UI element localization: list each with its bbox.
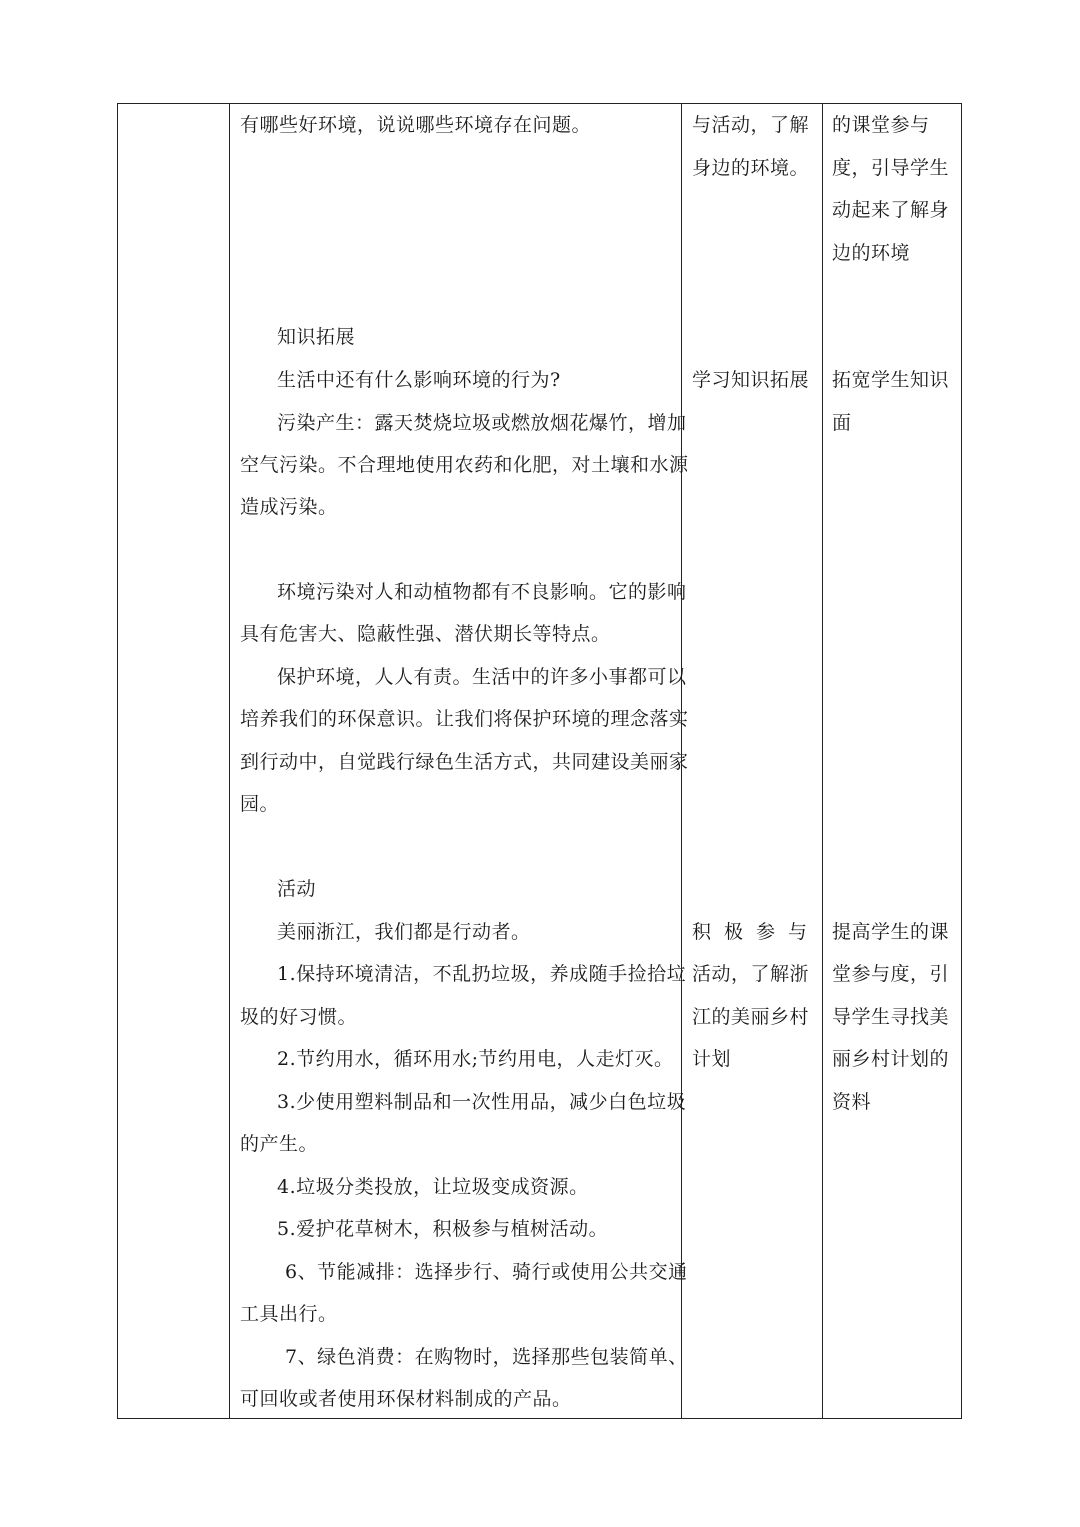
list-item: 3.少使用塑料制品和一次性用品，减少白色垃圾 [277, 1091, 687, 1113]
activity-line: 与活动，了解 [692, 114, 810, 136]
activity-line: 积极参与 [692, 921, 821, 943]
content-line: 到行动中，自觉践行绿色生活方式，共同建设美丽家 [240, 751, 689, 773]
content-line: 美丽浙江，我们都是行动者。 [277, 921, 531, 943]
section-heading: 知识拓展 [277, 326, 356, 348]
intent-line: 度，引导学生 [832, 157, 950, 179]
intent-line: 的课堂参与 [832, 114, 930, 136]
list-item: 的产生。 [240, 1133, 319, 1155]
list-item: 5.爱护花草树木，积极参与植树活动。 [277, 1218, 609, 1240]
intent-line: 丽乡村计划的 [832, 1048, 950, 1070]
column-divider [822, 104, 823, 1418]
content-line: 保护环境，人人有责。生活中的许多小事都可以 [277, 666, 687, 688]
list-item: 7、绿色消费：在购物时，选择那些包装简单、 [285, 1346, 688, 1368]
list-item: 工具出行。 [240, 1303, 338, 1325]
intent-line: 资料 [832, 1091, 872, 1113]
content-line: 造成污染。 [240, 496, 338, 518]
intent-line: 堂参与度，引 [832, 963, 950, 985]
intent-line: 动起来了解身 [832, 199, 950, 221]
intent-line: 导学生寻找美 [832, 1006, 950, 1028]
activity-line: 活动，了解浙 [692, 963, 810, 985]
intent-line: 提高学生的课 [832, 921, 950, 943]
list-item: 可回收或者使用环保材料制成的产品。 [240, 1388, 572, 1410]
content-line: 污染产生：露天焚烧垃圾或燃放烟花爆竹，增加 [277, 412, 687, 434]
activity-line: 学习知识拓展 [692, 369, 810, 391]
list-item: 1.保持环境清洁，不乱扔垃圾，养成随手捡拾垃 [277, 963, 687, 985]
content-line: 生活中还有什么影响环境的行为? [277, 369, 561, 391]
list-item: 4.垃圾分类投放，让垃圾变成资源。 [277, 1176, 589, 1198]
content-line: 园。 [240, 793, 280, 815]
content-line: 培养我们的环保意识。让我们将保护环境的理念落实 [240, 708, 689, 730]
list-item: 6、节能减排：选择步行、骑行或使用公共交通 [285, 1261, 688, 1283]
section-heading: 活动 [277, 878, 317, 900]
list-item: 2.节约用水，循环用水;节约用电，人走灯灭。 [277, 1048, 674, 1070]
intent-line: 边的环境 [832, 242, 911, 264]
list-item: 圾的好习惯。 [240, 1006, 358, 1028]
activity-line: 身边的环境。 [692, 157, 810, 179]
intent-line: 面 [832, 412, 852, 434]
content-line: 空气污染。不合理地使用农药和化肥，对土壤和水源 [240, 454, 689, 476]
activity-line: 计划 [692, 1048, 732, 1070]
content-line: 具有危害大、隐蔽性强、潜伏期长等特点。 [240, 623, 611, 645]
content-line: 环境污染对人和动植物都有不良影响。它的影响 [277, 581, 687, 603]
activity-line: 江的美丽乡村 [692, 1006, 810, 1028]
intent-line: 拓宽学生知识 [832, 369, 950, 391]
content-line: 有哪些好环境，说说哪些环境存在问题。 [240, 114, 592, 136]
column-divider [229, 104, 230, 1418]
